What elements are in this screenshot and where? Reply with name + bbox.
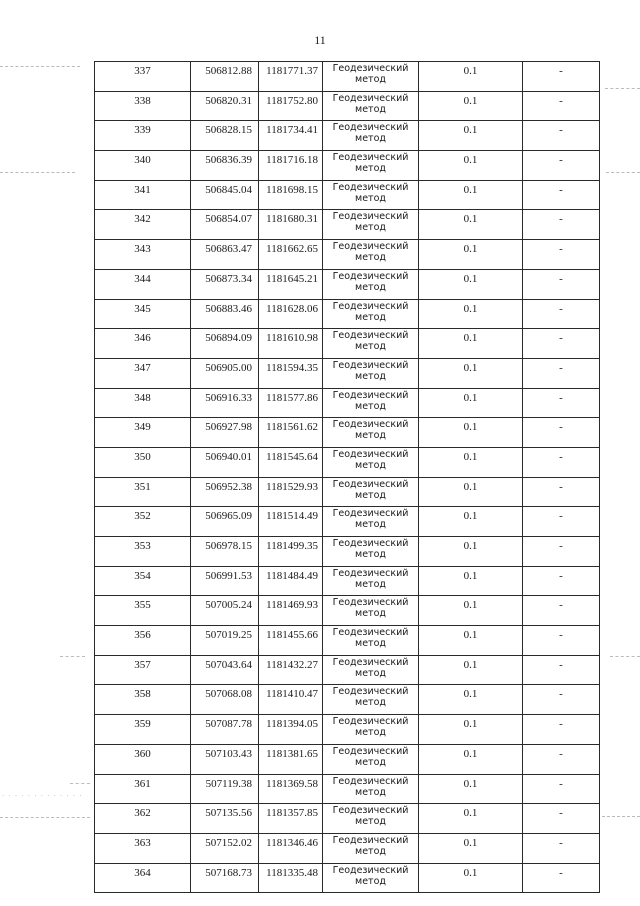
point-number-cell: 361 bbox=[95, 774, 191, 804]
table-row bbox=[95, 180, 600, 210]
table-row bbox=[95, 744, 600, 774]
method-cell bbox=[323, 151, 419, 181]
accuracy-cell: 0.1 bbox=[419, 240, 523, 270]
method-line-1: Геодезический bbox=[332, 419, 409, 431]
y-coordinate-cell: 1181752.80 bbox=[259, 91, 323, 121]
table-row bbox=[95, 626, 600, 656]
method-line-2: метод bbox=[355, 133, 386, 145]
table-row bbox=[95, 833, 600, 863]
table-row bbox=[95, 804, 600, 834]
method-cell bbox=[323, 507, 419, 537]
point-number-cell: 338 bbox=[95, 91, 191, 121]
point-number-cell: 341 bbox=[95, 180, 191, 210]
method-line-2: метод bbox=[355, 875, 386, 887]
description-cell: - bbox=[523, 151, 600, 181]
table-row bbox=[95, 447, 600, 477]
table-row bbox=[95, 715, 600, 745]
description-cell: - bbox=[523, 596, 600, 626]
y-coordinate-cell: 1181455.66 bbox=[259, 626, 323, 656]
method-cell bbox=[323, 537, 419, 567]
accuracy-cell: 0.1 bbox=[419, 210, 523, 240]
method-cell bbox=[323, 210, 419, 240]
table-row bbox=[95, 388, 600, 418]
method-line-1: Геодезический bbox=[332, 241, 409, 253]
method-line-2: метод bbox=[355, 816, 386, 828]
x-coordinate-cell: 506812.88 bbox=[191, 62, 259, 92]
method-line-2: метод bbox=[355, 430, 386, 442]
x-coordinate-cell: 507068.08 bbox=[191, 685, 259, 715]
x-coordinate-cell: 506965.09 bbox=[191, 507, 259, 537]
accuracy-cell: 0.1 bbox=[419, 685, 523, 715]
scan-artifact-line bbox=[0, 817, 90, 818]
accuracy-cell: 0.1 bbox=[419, 537, 523, 567]
accuracy-cell: 0.1 bbox=[419, 774, 523, 804]
y-coordinate-cell: 1181432.27 bbox=[259, 655, 323, 685]
x-coordinate-cell: 507043.64 bbox=[191, 655, 259, 685]
method-line-1: Геодезический bbox=[332, 448, 409, 460]
scan-artifact-line bbox=[0, 172, 75, 173]
point-number-cell: 343 bbox=[95, 240, 191, 270]
method-cell bbox=[323, 774, 419, 804]
method-line-1: Геодезический bbox=[332, 775, 409, 787]
point-number-cell: 339 bbox=[95, 121, 191, 151]
y-coordinate-cell: 1181469.93 bbox=[259, 596, 323, 626]
method-line-1: Геодезический bbox=[332, 745, 409, 757]
x-coordinate-cell: 506952.38 bbox=[191, 477, 259, 507]
point-number-cell: 352 bbox=[95, 507, 191, 537]
point-number-cell: 344 bbox=[95, 269, 191, 299]
point-number-cell: 350 bbox=[95, 447, 191, 477]
y-coordinate-cell: 1181514.49 bbox=[259, 507, 323, 537]
y-coordinate-cell: 1181577.86 bbox=[259, 388, 323, 418]
y-coordinate-cell: 1181335.48 bbox=[259, 863, 323, 893]
x-coordinate-cell: 507005.24 bbox=[191, 596, 259, 626]
method-line-2: метод bbox=[355, 638, 386, 650]
table-row bbox=[95, 477, 600, 507]
table-row bbox=[95, 655, 600, 685]
accuracy-cell: 0.1 bbox=[419, 507, 523, 537]
x-coordinate-cell: 506836.39 bbox=[191, 151, 259, 181]
table-row bbox=[95, 774, 600, 804]
y-coordinate-cell: 1181381.65 bbox=[259, 744, 323, 774]
method-line-2: метод bbox=[355, 252, 386, 264]
description-cell: - bbox=[523, 715, 600, 745]
method-line-2: метод bbox=[355, 341, 386, 353]
point-number-cell: 340 bbox=[95, 151, 191, 181]
x-coordinate-cell: 507103.43 bbox=[191, 744, 259, 774]
point-number-cell: 337 bbox=[95, 62, 191, 92]
point-number-cell: 355 bbox=[95, 596, 191, 626]
method-line-2: метод bbox=[355, 578, 386, 590]
point-number-cell: 356 bbox=[95, 626, 191, 656]
method-cell bbox=[323, 269, 419, 299]
description-cell: - bbox=[523, 299, 600, 329]
method-line-1: Геодезический bbox=[332, 597, 409, 609]
x-coordinate-cell: 506883.46 bbox=[191, 299, 259, 329]
method-line-1: Геодезический bbox=[332, 627, 409, 639]
table-row bbox=[95, 507, 600, 537]
description-cell: - bbox=[523, 388, 600, 418]
method-line-1: Геодезический bbox=[332, 716, 409, 728]
method-line-1: Геодезический bbox=[332, 686, 409, 698]
method-line-2: метод bbox=[355, 667, 386, 679]
y-coordinate-cell: 1181734.41 bbox=[259, 121, 323, 151]
method-cell bbox=[323, 62, 419, 92]
x-coordinate-cell: 506978.15 bbox=[191, 537, 259, 567]
accuracy-cell: 0.1 bbox=[419, 626, 523, 656]
method-cell bbox=[323, 833, 419, 863]
table-row bbox=[95, 121, 600, 151]
y-coordinate-cell: 1181561.62 bbox=[259, 418, 323, 448]
accuracy-cell: 0.1 bbox=[419, 151, 523, 181]
description-cell: - bbox=[523, 804, 600, 834]
description-cell: - bbox=[523, 91, 600, 121]
y-coordinate-cell: 1181529.93 bbox=[259, 477, 323, 507]
accuracy-cell: 0.1 bbox=[419, 804, 523, 834]
x-coordinate-cell: 506828.15 bbox=[191, 121, 259, 151]
point-number-cell: 342 bbox=[95, 210, 191, 240]
scan-artifact-line bbox=[605, 88, 640, 89]
x-coordinate-cell: 506905.00 bbox=[191, 358, 259, 388]
method-line-1: Геодезический bbox=[332, 152, 409, 164]
method-line-1: Геодезический bbox=[332, 359, 409, 371]
accuracy-cell: 0.1 bbox=[419, 269, 523, 299]
method-line-1: Геодезический bbox=[332, 864, 409, 876]
y-coordinate-cell: 1181628.06 bbox=[259, 299, 323, 329]
x-coordinate-cell: 507019.25 bbox=[191, 626, 259, 656]
y-coordinate-cell: 1181594.35 bbox=[259, 358, 323, 388]
description-cell: - bbox=[523, 744, 600, 774]
point-number-cell: 347 bbox=[95, 358, 191, 388]
table-row bbox=[95, 358, 600, 388]
method-line-2: метод bbox=[355, 756, 386, 768]
method-line-2: метод bbox=[355, 727, 386, 739]
y-coordinate-cell: 1181680.31 bbox=[259, 210, 323, 240]
table-row bbox=[95, 329, 600, 359]
scan-artifact-smudge: · · · · · · · · · · · · · bbox=[2, 792, 83, 800]
method-cell bbox=[323, 804, 419, 834]
scan-artifact-line bbox=[0, 66, 80, 67]
method-line-2: метод bbox=[355, 549, 386, 560]
y-coordinate-cell: 1181357.85 bbox=[259, 804, 323, 834]
description-cell: - bbox=[523, 774, 600, 804]
accuracy-cell: 0.1 bbox=[419, 744, 523, 774]
method-cell bbox=[323, 91, 419, 121]
y-coordinate-cell: 1181499.35 bbox=[259, 537, 323, 567]
accuracy-cell: 0.1 bbox=[419, 358, 523, 388]
accuracy-cell: 0.1 bbox=[419, 447, 523, 477]
x-coordinate-cell: 506894.09 bbox=[191, 329, 259, 359]
method-line-1: Геодезический bbox=[332, 567, 409, 579]
y-coordinate-cell: 1181662.65 bbox=[259, 240, 323, 270]
method-line-1: Геодезический bbox=[332, 270, 409, 282]
accuracy-cell: 0.1 bbox=[419, 329, 523, 359]
x-coordinate-cell: 507168.73 bbox=[191, 863, 259, 893]
method-cell bbox=[323, 418, 419, 448]
method-cell bbox=[323, 447, 419, 477]
description-cell: - bbox=[523, 121, 600, 151]
point-number-cell: 360 bbox=[95, 744, 191, 774]
method-line-1: Геодезический bbox=[332, 478, 409, 490]
coordinates-table bbox=[94, 61, 600, 893]
table-row bbox=[95, 537, 600, 567]
accuracy-cell: 0.1 bbox=[419, 388, 523, 418]
method-line-2: метод bbox=[355, 222, 386, 234]
point-number-cell: 359 bbox=[95, 715, 191, 745]
point-number-cell: 357 bbox=[95, 655, 191, 685]
description-cell: - bbox=[523, 655, 600, 685]
table-row bbox=[95, 240, 600, 270]
accuracy-cell: 0.1 bbox=[419, 596, 523, 626]
description-cell: - bbox=[523, 418, 600, 448]
scan-artifact-line bbox=[70, 783, 90, 784]
y-coordinate-cell: 1181645.21 bbox=[259, 269, 323, 299]
description-cell: - bbox=[523, 240, 600, 270]
method-line-1: Геодезический bbox=[332, 805, 409, 817]
method-line-2: метод bbox=[355, 281, 386, 293]
point-number-cell: 348 bbox=[95, 388, 191, 418]
method-line-2: метод bbox=[355, 459, 386, 471]
accuracy-cell: 0.1 bbox=[419, 566, 523, 596]
x-coordinate-cell: 506863.47 bbox=[191, 240, 259, 270]
point-number-cell: 351 bbox=[95, 477, 191, 507]
point-number-cell: 349 bbox=[95, 418, 191, 448]
y-coordinate-cell: 1181545.64 bbox=[259, 447, 323, 477]
point-number-cell: 345 bbox=[95, 299, 191, 329]
coordinates-table-body bbox=[95, 62, 600, 893]
table-row bbox=[95, 269, 600, 299]
description-cell: - bbox=[523, 537, 600, 567]
description-cell: - bbox=[523, 477, 600, 507]
x-coordinate-cell: 506927.98 bbox=[191, 418, 259, 448]
method-line-2: метод bbox=[355, 608, 386, 620]
y-coordinate-cell: 1181369.58 bbox=[259, 774, 323, 804]
point-number-cell: 346 bbox=[95, 329, 191, 359]
point-number-cell: 353 bbox=[95, 537, 191, 567]
method-line-2: метод bbox=[355, 845, 386, 857]
x-coordinate-cell: 506820.31 bbox=[191, 91, 259, 121]
description-cell: - bbox=[523, 329, 600, 359]
y-coordinate-cell: 1181716.18 bbox=[259, 151, 323, 181]
accuracy-cell: 0.1 bbox=[419, 91, 523, 121]
description-cell: - bbox=[523, 863, 600, 893]
y-coordinate-cell: 1181610.98 bbox=[259, 329, 323, 359]
point-number-cell: 354 bbox=[95, 566, 191, 596]
description-cell: - bbox=[523, 180, 600, 210]
description-cell: - bbox=[523, 833, 600, 863]
method-line-1: Геодезический bbox=[332, 300, 409, 312]
method-line-2: метод bbox=[355, 103, 386, 115]
description-cell: - bbox=[523, 358, 600, 388]
method-line-2: метод bbox=[355, 786, 386, 798]
description-cell: - bbox=[523, 210, 600, 240]
method-cell bbox=[323, 715, 419, 745]
method-cell bbox=[323, 329, 419, 359]
description-cell: - bbox=[523, 566, 600, 596]
method-line-1: Геодезический bbox=[332, 181, 409, 193]
method-cell bbox=[323, 626, 419, 656]
scan-artifact-line bbox=[60, 656, 85, 657]
description-cell: - bbox=[523, 447, 600, 477]
y-coordinate-cell: 1181698.15 bbox=[259, 180, 323, 210]
method-line-1: Геодезический bbox=[332, 122, 409, 134]
table-row bbox=[95, 299, 600, 329]
point-number-cell: 362 bbox=[95, 804, 191, 834]
x-coordinate-cell: 506873.34 bbox=[191, 269, 259, 299]
y-coordinate-cell: 1181484.49 bbox=[259, 566, 323, 596]
description-cell: - bbox=[523, 62, 600, 92]
method-line-1: Геодезический bbox=[332, 656, 409, 668]
method-line-1: Геодезический bbox=[332, 508, 409, 520]
x-coordinate-cell: 507119.38 bbox=[191, 774, 259, 804]
method-line-2: метод bbox=[355, 370, 386, 382]
x-coordinate-cell: 506854.07 bbox=[191, 210, 259, 240]
x-coordinate-cell: 507087.78 bbox=[191, 715, 259, 745]
page-number: 11 bbox=[314, 33, 326, 47]
scan-artifact-line bbox=[610, 656, 640, 657]
method-cell bbox=[323, 744, 419, 774]
y-coordinate-cell: 1181771.37 bbox=[259, 62, 323, 92]
table-row bbox=[95, 685, 600, 715]
method-cell bbox=[323, 477, 419, 507]
method-cell bbox=[323, 299, 419, 329]
y-coordinate-cell: 1181394.05 bbox=[259, 715, 323, 745]
accuracy-cell: 0.1 bbox=[419, 655, 523, 685]
method-line-2: метод bbox=[355, 163, 386, 175]
x-coordinate-cell: 507152.02 bbox=[191, 833, 259, 863]
scan-artifact-line bbox=[602, 816, 640, 817]
accuracy-cell: 0.1 bbox=[419, 477, 523, 507]
method-line-2: метод bbox=[355, 489, 386, 501]
scan-artifact-line bbox=[606, 172, 640, 173]
method-line-2: метод bbox=[355, 400, 386, 412]
table-row bbox=[95, 863, 600, 893]
accuracy-cell: 0.1 bbox=[419, 299, 523, 329]
accuracy-cell: 0.1 bbox=[419, 715, 523, 745]
method-line-1: Геодезический bbox=[332, 92, 409, 104]
method-line-2: метод bbox=[355, 697, 386, 709]
y-coordinate-cell: 1181410.47 bbox=[259, 685, 323, 715]
description-cell: - bbox=[523, 269, 600, 299]
accuracy-cell: 0.1 bbox=[419, 833, 523, 863]
method-line-1: Геодезический bbox=[332, 330, 409, 342]
x-coordinate-cell: 506916.33 bbox=[191, 388, 259, 418]
method-cell bbox=[323, 240, 419, 270]
method-cell bbox=[323, 566, 419, 596]
table-row bbox=[95, 566, 600, 596]
method-line-1: Геодезический bbox=[332, 834, 409, 846]
x-coordinate-cell: 506845.04 bbox=[191, 180, 259, 210]
point-number-cell: 363 bbox=[95, 833, 191, 863]
table-row bbox=[95, 210, 600, 240]
description-cell: - bbox=[523, 507, 600, 537]
x-coordinate-cell: 507135.56 bbox=[191, 804, 259, 834]
method-cell bbox=[323, 121, 419, 151]
method-line-1: Геодезический bbox=[332, 211, 409, 223]
description-cell: - bbox=[523, 685, 600, 715]
method-line-1: Геодезический bbox=[332, 389, 409, 401]
y-coordinate-cell: 1181346.46 bbox=[259, 833, 323, 863]
method-line-1: Геодезический bbox=[332, 63, 409, 74]
method-cell bbox=[323, 655, 419, 685]
method-line-1: Геодезический bbox=[332, 538, 409, 549]
method-cell bbox=[323, 180, 419, 210]
table-row bbox=[95, 91, 600, 121]
method-cell bbox=[323, 685, 419, 715]
accuracy-cell: 0.1 bbox=[419, 418, 523, 448]
method-cell bbox=[323, 388, 419, 418]
table-row bbox=[95, 596, 600, 626]
method-line-2: метод bbox=[355, 74, 386, 85]
method-line-2: метод bbox=[355, 519, 386, 531]
point-number-cell: 358 bbox=[95, 685, 191, 715]
x-coordinate-cell: 506991.53 bbox=[191, 566, 259, 596]
method-line-2: метод bbox=[355, 311, 386, 323]
x-coordinate-cell: 506940.01 bbox=[191, 447, 259, 477]
table-row bbox=[95, 418, 600, 448]
accuracy-cell: 0.1 bbox=[419, 180, 523, 210]
table-row bbox=[95, 151, 600, 181]
accuracy-cell: 0.1 bbox=[419, 121, 523, 151]
accuracy-cell: 0.1 bbox=[419, 62, 523, 92]
point-number-cell: 364 bbox=[95, 863, 191, 893]
method-cell bbox=[323, 863, 419, 893]
description-cell: - bbox=[523, 626, 600, 656]
accuracy-cell: 0.1 bbox=[419, 863, 523, 893]
method-cell bbox=[323, 596, 419, 626]
table-row bbox=[95, 62, 600, 92]
method-line-2: метод bbox=[355, 192, 386, 204]
method-cell bbox=[323, 358, 419, 388]
